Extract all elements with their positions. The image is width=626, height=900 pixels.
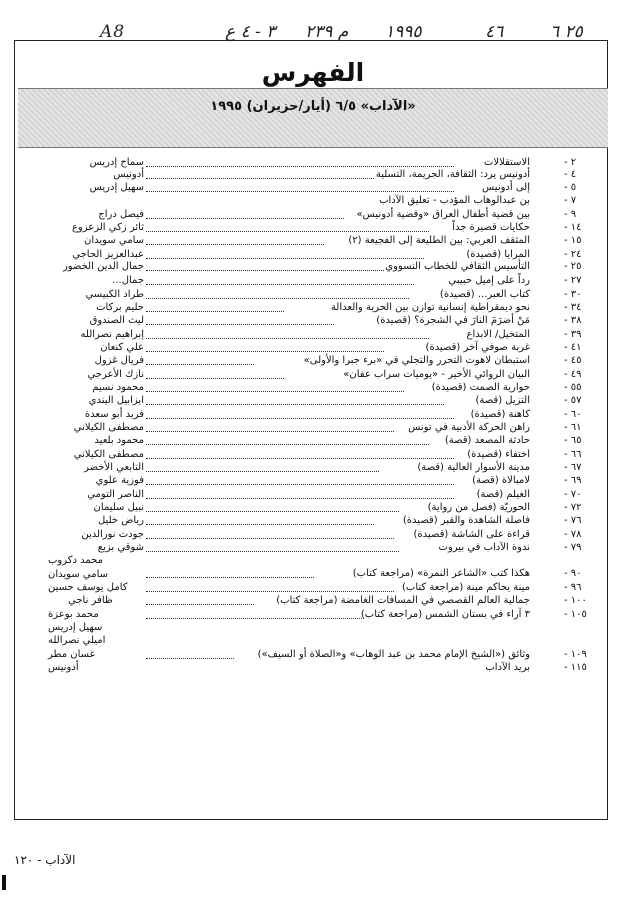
entry-page-number: ٥ - bbox=[564, 182, 577, 193]
issue-label: «الآداب» ٦/٥ (أيار/حزيران) ١٩٩٥ bbox=[210, 99, 416, 114]
entry-author: سهيل إدريس bbox=[89, 182, 144, 193]
dot-leader bbox=[146, 418, 454, 419]
entry-page-number: ٦٥ - bbox=[564, 435, 582, 446]
entry-author: ايزابيل اليندي bbox=[88, 395, 144, 406]
entry-title: التأسيس الثقافي للخطاب التسووي bbox=[385, 261, 530, 272]
dot-leader bbox=[146, 324, 334, 325]
dot-leader bbox=[146, 538, 394, 539]
entry-author: أدونيس bbox=[113, 169, 144, 180]
entry-title: الغيلم (قصة) bbox=[476, 489, 530, 500]
entry-page-number: ٧٩ - bbox=[564, 542, 582, 553]
entry-page-number: ٢ - bbox=[564, 157, 577, 168]
entry-page-number: ٣٩ - bbox=[564, 329, 582, 340]
contributor-name-text: سهيل إدريس bbox=[48, 622, 103, 633]
entry-page-number: ١٥ - bbox=[564, 235, 582, 246]
entry-page-number: ١١٥ - bbox=[564, 662, 587, 673]
entry-author: فريال غزول bbox=[94, 355, 144, 366]
entry-page-number: ٢٤ - bbox=[564, 249, 582, 260]
dot-leader bbox=[146, 551, 399, 552]
entry-page-number: ٤٥ - bbox=[564, 355, 582, 366]
entry-page-number: ٢٥ - bbox=[564, 261, 582, 272]
dot-leader bbox=[146, 244, 324, 245]
entry-page-number: ٦٠ - bbox=[564, 409, 582, 420]
entry-title: اختفاء (قصيدة) bbox=[467, 449, 530, 460]
contributor-name-text: ظافر ناجي bbox=[68, 595, 113, 606]
entry-title: مدينة الأسوار العالية (قصة) bbox=[417, 462, 530, 473]
entry-title: إلى أدونيس bbox=[482, 182, 530, 193]
dot-leader bbox=[146, 351, 384, 352]
dot-leader bbox=[146, 577, 314, 578]
contributor-name-text: محمد دكروب bbox=[48, 555, 103, 566]
entry-title: حكايات قصيرة جداً bbox=[452, 222, 530, 233]
contributor-name-text: محمد بوعزة bbox=[48, 609, 99, 620]
entry-author: سماح إدريس bbox=[89, 157, 144, 168]
entry-author: إبراهيم نصرالله bbox=[80, 329, 144, 340]
entry-title: مَنْ أضرَمَ النارَ في الشجرة؟ (قصيدة) bbox=[376, 315, 530, 326]
dot-leader bbox=[146, 404, 444, 405]
handwritten-note-right4: ٢٥ ٦ bbox=[550, 22, 583, 42]
entry-page-number: ٣٤ - bbox=[564, 302, 582, 313]
entry-page-number: ٣٨ - bbox=[564, 315, 582, 326]
dot-leader bbox=[146, 524, 374, 525]
entry-author: حليم بركات bbox=[96, 302, 144, 313]
entry-author: جمال الدين الخضور bbox=[62, 261, 144, 272]
entry-author: جودت نورالدين bbox=[81, 529, 144, 540]
entry-title: رداً على إميل حبيبي bbox=[448, 275, 530, 286]
dot-leader bbox=[146, 618, 364, 619]
scan-edge-mark bbox=[2, 875, 6, 890]
contributor-name-text: سامي سويدان bbox=[48, 569, 108, 580]
entry-title: بين قضية أطفال العراق «وقضية أدونيس» bbox=[356, 209, 530, 220]
dot-leader bbox=[146, 311, 284, 312]
entry-title: المتخيل/ الابداع bbox=[466, 329, 530, 340]
entry-title: نحو ديمقراطية إنسانية توازن بين الحرية والعدالة bbox=[330, 302, 530, 313]
entry-title: كاهنة (قصيدة) bbox=[470, 409, 530, 420]
entry-page-number: ٧٦ - bbox=[564, 515, 582, 526]
entry-page-number: ٢٧ - bbox=[564, 275, 582, 286]
entry-title: ندوة الآداب في بيروت bbox=[438, 542, 530, 553]
entry-page-number: ٩٦ - bbox=[564, 582, 582, 593]
entry-title: المرايا (قصيدة) bbox=[466, 249, 530, 260]
dot-leader bbox=[146, 458, 454, 459]
dot-leader bbox=[146, 231, 429, 232]
entry-title: وثائق («الشيخ الإمام محمد بن عبد الوهاب» و«الصلاة أو السيف») bbox=[257, 649, 530, 660]
entry-page-number: ١٠٥ - bbox=[564, 609, 587, 620]
entry-author: مصطفى الكيلاني bbox=[73, 449, 144, 460]
dot-leader bbox=[146, 658, 234, 659]
title-banner bbox=[18, 88, 608, 148]
entry-title: حوارية الصمت (قصيدة) bbox=[431, 382, 530, 393]
dot-leader bbox=[146, 218, 344, 219]
entry-author: عبدالعزيز الحاجي bbox=[72, 249, 144, 260]
dot-leader bbox=[146, 498, 454, 499]
dot-leader bbox=[146, 484, 454, 485]
entry-page-number: ٥٥ - bbox=[564, 382, 582, 393]
dot-leader bbox=[146, 298, 409, 299]
dot-leader bbox=[146, 284, 414, 285]
entry-title: غربة صوفي آخر (قصيدة) bbox=[425, 342, 530, 353]
handwritten-note-right1: م ٢٣٩ bbox=[305, 22, 349, 42]
entry-author: مصطفى الكيلاني bbox=[73, 422, 144, 433]
contributor-name-text: أدونيس bbox=[48, 662, 79, 673]
dot-leader bbox=[146, 511, 399, 512]
entry-author: نبيل سليمان bbox=[93, 502, 144, 513]
entry-title: الاستقلالات bbox=[483, 157, 530, 168]
toc-entry bbox=[14, 660, 610, 676]
dot-leader bbox=[146, 431, 394, 432]
entry-author: رياض خليل bbox=[97, 515, 144, 526]
entry-title: جمالية العالم القصصي في المسافات الغامضة (مراجعة كتاب) bbox=[276, 595, 530, 606]
entry-title: فاصلة الشاهدة والقبر (قصيدة) bbox=[402, 515, 530, 526]
entry-page-number: ٧ - bbox=[564, 195, 577, 206]
entry-page-number: ٦٧ - bbox=[564, 462, 582, 473]
contributor-name-text: كامل يوسف حسين bbox=[48, 582, 128, 593]
entry-author: ليث الصندوق bbox=[89, 315, 144, 326]
dot-leader bbox=[146, 604, 254, 605]
entry-page-number: ٧٨ - bbox=[564, 529, 582, 540]
dot-leader bbox=[146, 444, 429, 445]
dot-leader bbox=[146, 178, 374, 179]
entry-page-number: ٤ - bbox=[564, 169, 577, 180]
entry-title: استبطان لاهوت التحرر والتجلي في «برء جبرا والأولى» bbox=[303, 355, 530, 366]
entry-page-number: ٣٠ - bbox=[564, 289, 582, 300]
entry-title: مينة يحاكم مينة (مراجعة كتاب) bbox=[402, 582, 530, 593]
entry-title: حادثة المصعد (قصة) bbox=[444, 435, 530, 446]
entry-page-number: ٤١ - bbox=[564, 342, 582, 353]
toc-entry bbox=[14, 607, 610, 623]
handwritten-note-right3: ٤٦ bbox=[485, 22, 504, 42]
entry-page-number: ٦٦ - bbox=[564, 449, 582, 460]
entry-page-number: ١٠٩ - bbox=[564, 649, 587, 660]
contributor-name-text: اميلي نصرالله bbox=[48, 635, 106, 646]
entry-author: محمود بلعيد bbox=[94, 435, 144, 446]
entry-title: لامبالاة (قصة) bbox=[472, 475, 530, 486]
entry-title: التزيل (قصة) bbox=[475, 395, 530, 406]
entry-page-number: ١٠٠ - bbox=[564, 595, 587, 606]
entry-title: المثقف العربي: بين الطليعة إلى الفجيعة (٢) bbox=[348, 235, 530, 246]
entry-author: نازك الأعرجي bbox=[87, 369, 144, 380]
entry-title: بريد الآداب bbox=[485, 662, 530, 673]
entry-page-number: ٥٧ - bbox=[564, 395, 582, 406]
entry-title: كتاب العبر... (قصيدة) bbox=[439, 289, 530, 300]
dot-leader bbox=[146, 364, 254, 365]
entry-author: فيصل دراج bbox=[98, 209, 144, 220]
entry-author: الناصر التومي bbox=[87, 489, 144, 500]
dot-leader bbox=[146, 378, 284, 379]
entry-title: قراءة على الشاشة (قصيدة) bbox=[413, 529, 530, 540]
entry-title: البيان الروائي الأخير - «يوميات سراب عفان» bbox=[343, 369, 530, 380]
entry-author: سامي سويدان bbox=[84, 235, 144, 246]
entry-page-number: ٧٠ - bbox=[564, 489, 582, 500]
handwritten-note-left: A8 bbox=[100, 22, 126, 42]
dot-leader bbox=[146, 471, 379, 472]
entry-author: فوزية علوي bbox=[95, 475, 144, 486]
dot-leader bbox=[146, 391, 404, 392]
entry-page-number: ١٤ - bbox=[564, 222, 582, 233]
entry-page-number: ٦٩ - bbox=[564, 475, 582, 486]
entry-page-number: ٤٩ - bbox=[564, 369, 582, 380]
handwritten-note-middle: ٣ - ٤ ع bbox=[225, 22, 276, 42]
entry-author: علي كنعان bbox=[100, 342, 144, 353]
entry-page-number: ٦١ - bbox=[564, 422, 582, 433]
entry-page-number: ٧٢ - bbox=[564, 502, 582, 513]
dot-leader bbox=[146, 591, 394, 592]
entry-author: طراد الكبيسي bbox=[85, 289, 144, 300]
entry-title: ٣ آراء في بستان الشمس (مراجعة كتاب) bbox=[360, 609, 530, 620]
entry-title: هكذا كتب «الشاعر النمرة» (مراجعة كتاب) bbox=[352, 568, 530, 579]
entry-page-number: ٩٠ - bbox=[564, 568, 582, 579]
entry-title: بن عبدالوهاب المؤدب - تعليق الآداب bbox=[379, 195, 530, 206]
entry-author: التابعي الأخضر bbox=[84, 462, 144, 473]
entry-author: محمود نسيم bbox=[92, 382, 144, 393]
entry-title: راهن الحركة الأدبية في تونس bbox=[408, 422, 530, 433]
contributor-name-text: غسان مطر bbox=[48, 649, 95, 660]
dot-leader bbox=[146, 270, 384, 271]
entry-title: الحوريّة (فصل من رواية) bbox=[427, 502, 530, 513]
handwritten-note-right2: ١٩٩٥ bbox=[385, 22, 422, 42]
entry-author: جمال... bbox=[112, 275, 144, 286]
page-footer: الآداب - ١٢٠ bbox=[14, 853, 76, 867]
entry-author: شوقي بزيع bbox=[97, 542, 144, 553]
entry-title: أدونيس يرد: الثقافة، الجريمة، التسلية bbox=[375, 169, 530, 180]
entry-author: ثائر زكي الزعزوع bbox=[71, 222, 144, 233]
page-title: الفهرس bbox=[261, 58, 365, 87]
dot-leader bbox=[146, 338, 429, 339]
entry-page-number: ٩ - bbox=[564, 209, 577, 220]
entry-author: فريد أبو سعدة bbox=[84, 409, 144, 420]
dot-leader bbox=[146, 191, 454, 192]
